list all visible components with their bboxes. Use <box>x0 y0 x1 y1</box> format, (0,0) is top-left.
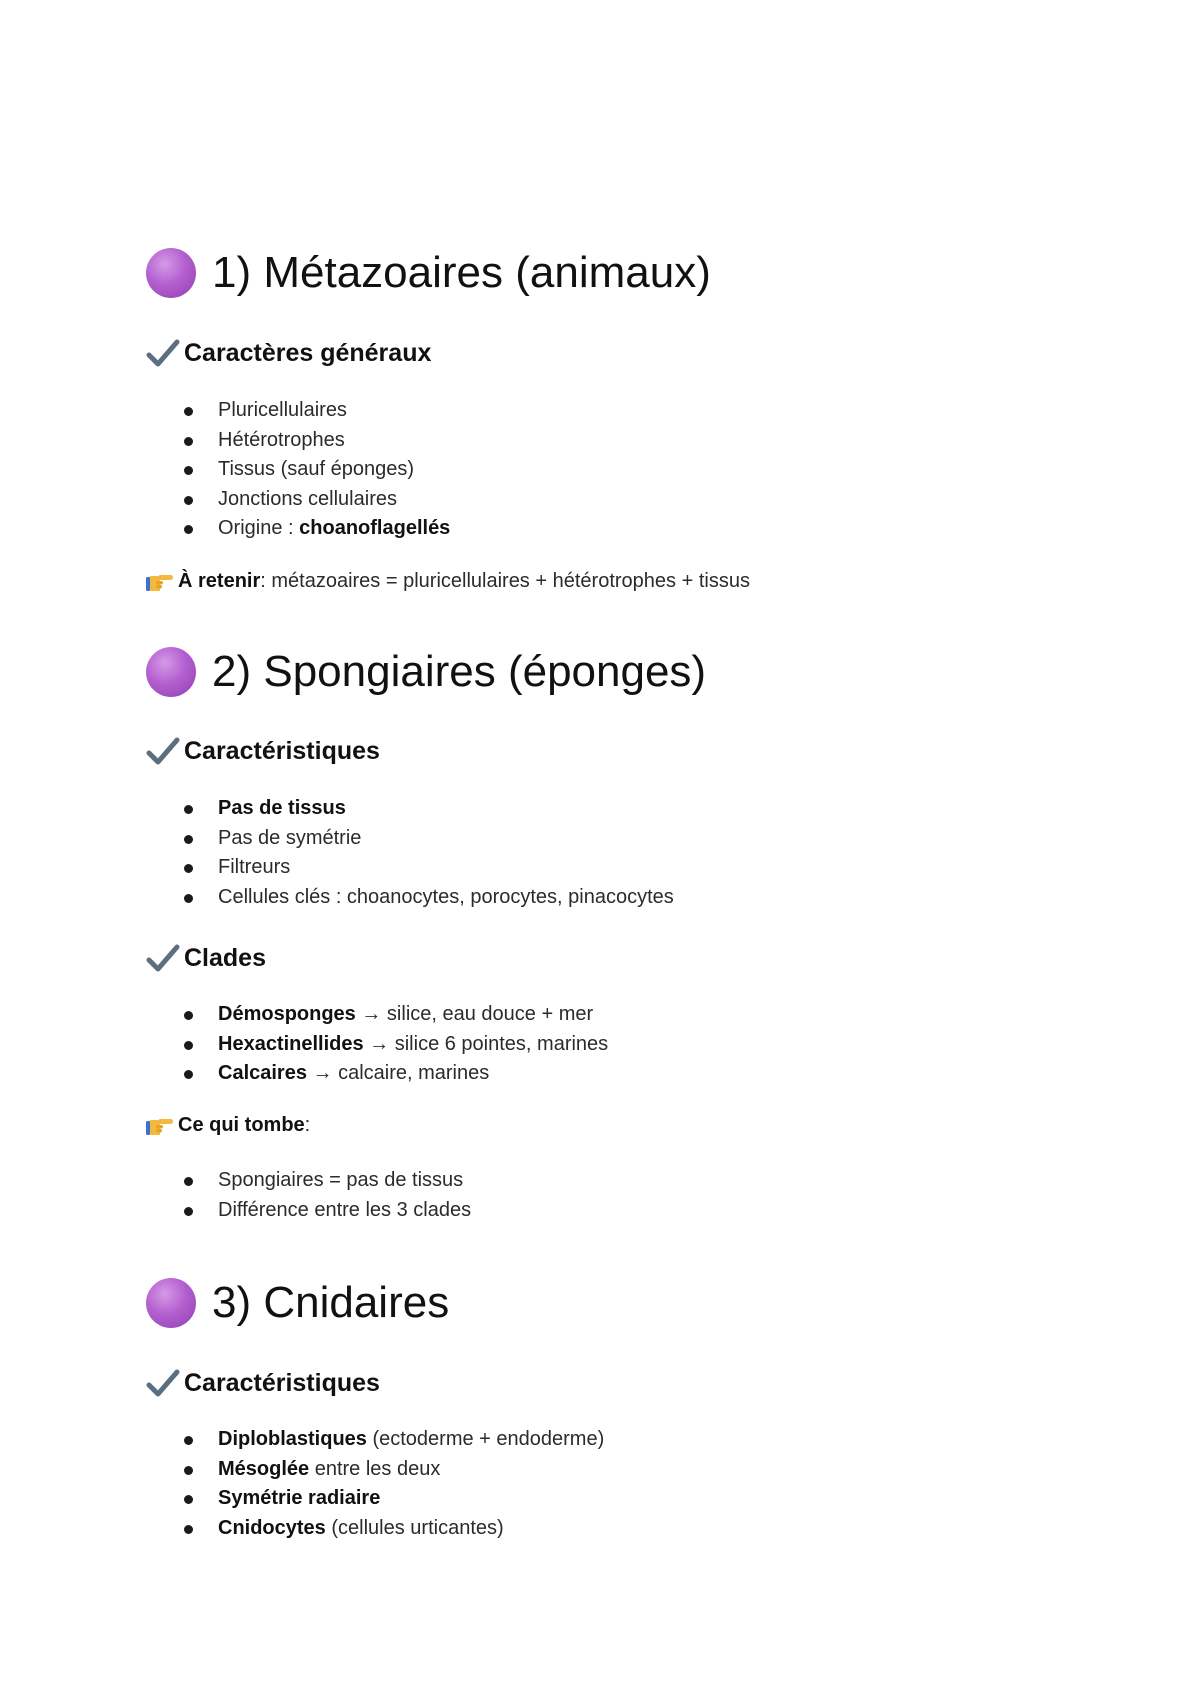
subheading <box>146 338 431 368</box>
subheading <box>146 1368 380 1398</box>
bullet-dot <box>184 407 193 416</box>
check-mark-icon <box>146 736 180 766</box>
list-item: Tissus (sauf éponges) <box>184 455 450 485</box>
list-item: Mésoglée entre les deux <box>184 1455 604 1485</box>
list-item: Hétérotrophes <box>184 426 450 456</box>
purple-circle-icon <box>146 248 196 298</box>
list-item: Spongiaires = pas de tissus <box>184 1166 471 1196</box>
bullet-dot <box>184 466 193 475</box>
note-label: Ce qui tombe <box>178 1114 305 1136</box>
bullet-list <box>184 1000 608 1089</box>
list-item: Cnidocytes (cellules urticantes) <box>184 1514 604 1544</box>
bullet-list <box>184 794 674 912</box>
list-item: Pas de tissus <box>184 794 674 824</box>
note-line <box>146 1114 310 1137</box>
bullet-list <box>184 396 450 544</box>
list-item: Origine : choanoflagellés <box>184 514 450 544</box>
bullet-dot <box>184 1177 193 1186</box>
list-item: Différence entre les 3 clades <box>184 1196 471 1226</box>
bullet-dot <box>184 437 193 446</box>
list-item: Filtreurs <box>184 853 674 883</box>
list-item: Calcaires → calcaire, marines <box>184 1059 608 1089</box>
note-text: : <box>304 1114 311 1136</box>
bullet-dot <box>184 864 193 873</box>
list-item: Hexactinellides → silice 6 pointes, marines <box>184 1030 608 1060</box>
note-text: : métazoaires = pluricellulaires + hétérotrophes + tissus <box>260 570 750 592</box>
bullet-dot <box>184 525 193 534</box>
subheading-label: Caractéristiques <box>184 736 380 765</box>
list-item: Jonctions cellulaires <box>184 485 450 515</box>
bullet-dot <box>184 1011 193 1020</box>
purple-circle-icon <box>146 1278 196 1328</box>
pointing-hand-icon <box>146 571 174 593</box>
subheading <box>146 943 266 973</box>
note-label: À retenir <box>178 570 261 592</box>
bullet-dot <box>184 1041 193 1050</box>
section-heading-3 <box>146 1278 449 1328</box>
subheading-label: Caractères généraux <box>184 338 432 367</box>
list-item: Symétrie radiaire <box>184 1484 604 1514</box>
bullet-dot <box>184 1525 193 1534</box>
check-mark-icon <box>146 338 180 368</box>
section-title: 3) Cnidaires <box>212 1278 450 1327</box>
subheading-label: Caractéristiques <box>184 1368 380 1397</box>
section-heading-2 <box>146 647 706 697</box>
section-title: 2) Spongiaires (éponges) <box>212 647 707 696</box>
check-mark-icon <box>146 943 180 973</box>
bullet-dot <box>184 1207 193 1216</box>
bullet-dot <box>184 835 193 844</box>
list-item: Cellules clés : choanocytes, porocytes, pinacocytes <box>184 883 674 913</box>
list-item: Pas de symétrie <box>184 824 674 854</box>
subheading-label: Clades <box>184 943 266 972</box>
bullet-dot <box>184 805 193 814</box>
pointing-hand-icon <box>146 1115 174 1137</box>
subheading <box>146 736 380 766</box>
purple-circle-icon <box>146 647 196 697</box>
section-heading-1 <box>146 248 711 298</box>
list-item: Pluricellulaires <box>184 396 450 426</box>
bullet-dot <box>184 894 193 903</box>
check-mark-icon <box>146 1368 180 1398</box>
bullet-list <box>184 1425 604 1543</box>
list-item: Démosponges → silice, eau douce + mer <box>184 1000 608 1030</box>
bullet-dot <box>184 1495 193 1504</box>
bullet-dot <box>184 1070 193 1079</box>
bullet-dot <box>184 1466 193 1475</box>
bullet-dot <box>184 1436 193 1445</box>
list-item: Diploblastiques (ectoderme + endoderme) <box>184 1425 604 1455</box>
bullet-dot <box>184 496 193 505</box>
bullet-list <box>184 1166 471 1225</box>
note-line <box>146 570 750 593</box>
section-title: 1) Métazoaires (animaux) <box>212 248 711 297</box>
